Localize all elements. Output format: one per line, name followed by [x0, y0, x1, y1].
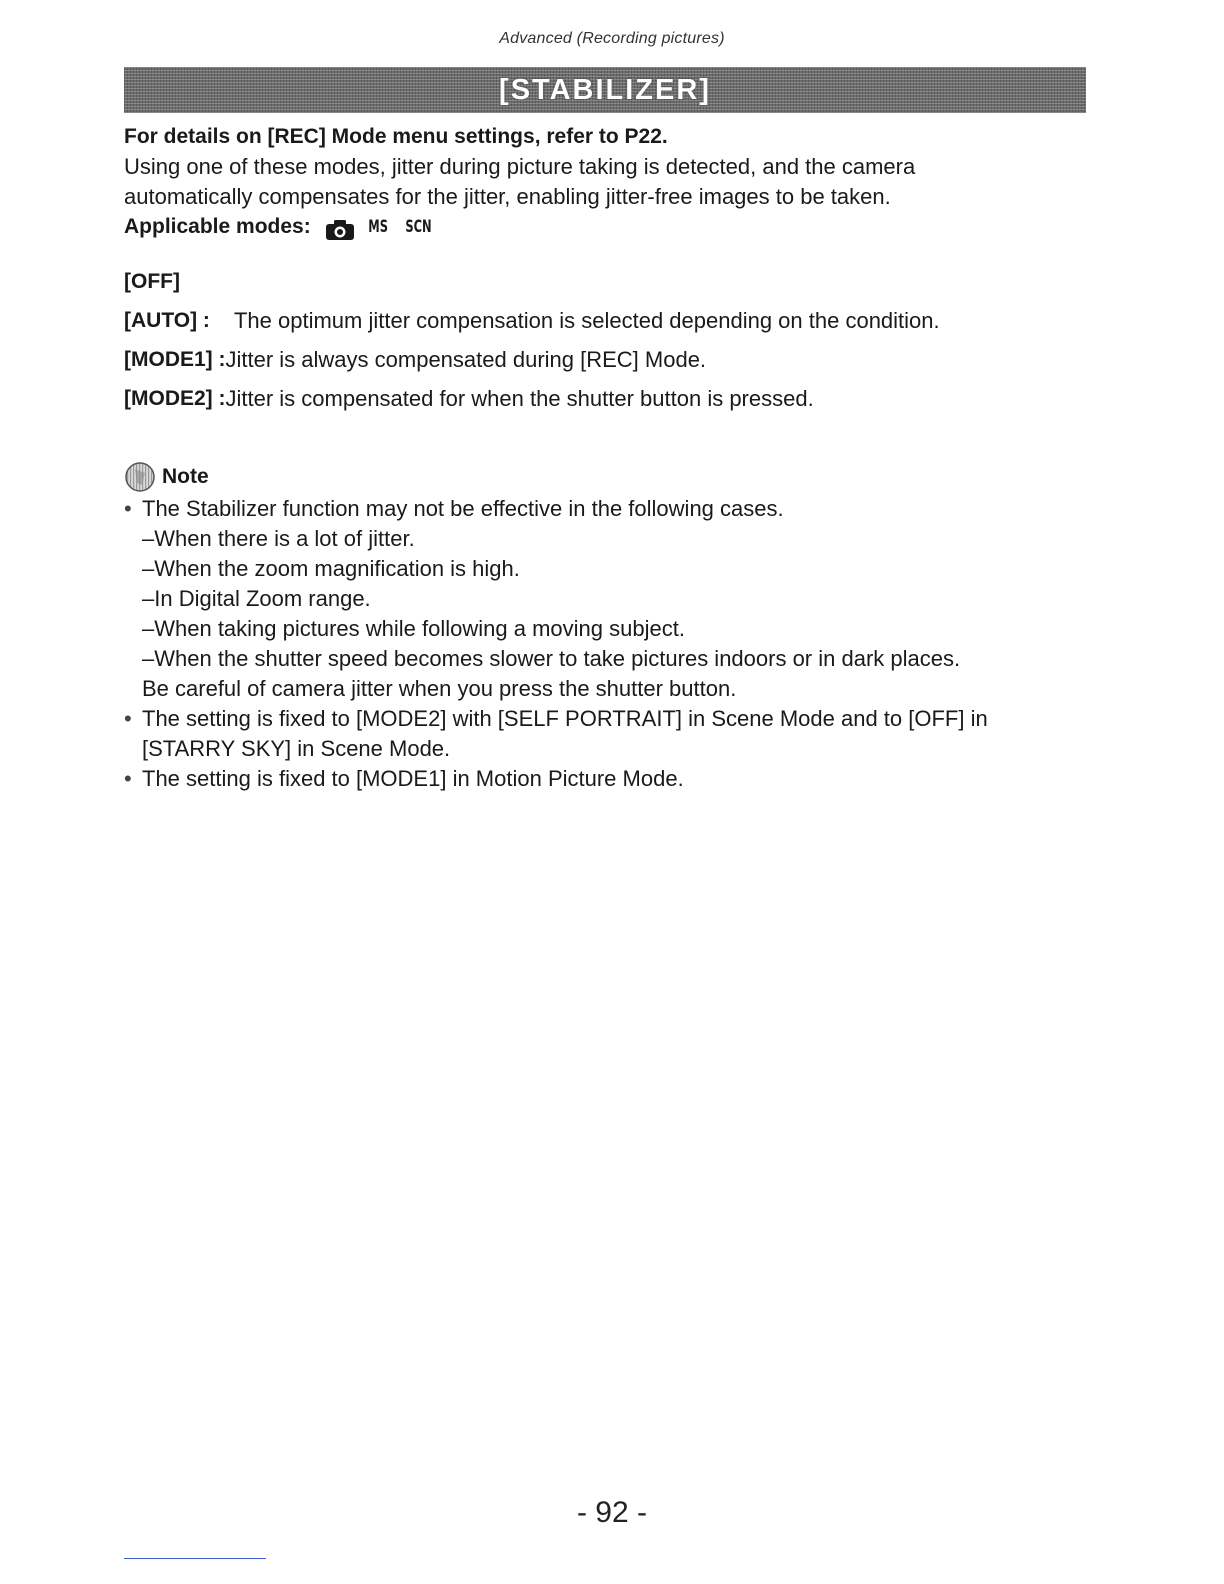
setting-auto [124, 301, 1084, 340]
note-icon [124, 461, 156, 493]
setting-key: [MODE1] : [124, 347, 226, 371]
note-subitem: –When taking pictures while following a moving subject. [142, 616, 685, 641]
note-text: [STARRY SKY] in Scene Mode. [142, 736, 451, 761]
setting-mode2 [124, 379, 1084, 418]
details-reference: For details on [REC] Mode menu settings, refer to P22. [124, 125, 668, 148]
description-line: automatically compensates for the jitter, enabling jitter-free images to be taken. [124, 184, 891, 209]
page-number: - 92 - [576, 1496, 648, 1529]
section-header: Advanced (Recording pictures) [499, 30, 725, 47]
setting-description: The optimum jitter compensation is selected depending on the condition. [209, 307, 940, 333]
setting-key: [AUTO] : [124, 308, 210, 332]
settings-list [124, 262, 1084, 418]
footer-rule [124, 1558, 266, 1559]
note-subitem: –When the shutter speed becomes slower to take pictures indoors or in dark places. [142, 646, 961, 671]
main-content [124, 122, 1084, 794]
note-bullet: • The Stabilizer function may not be effective in the following cases. [124, 494, 1084, 524]
note-title: Note [162, 465, 209, 488]
description-line: Using one of these modes, jitter during picture taking is detected, and the camera [124, 154, 916, 179]
title-banner [124, 67, 1086, 113]
scn-mode-icon: SCN [405, 217, 432, 237]
note-subitem: –When there is a lot of jitter. [142, 526, 415, 551]
applicable-modes [124, 212, 1084, 242]
ms-mode-icon: MS [367, 217, 388, 237]
note-text: Be careful of camera jitter when you press the shutter button. [142, 676, 737, 701]
note-bullet: • The setting is fixed to [MODE1] in Motion Picture Mode. [124, 764, 1084, 794]
page-title: [STABILIZER] [499, 73, 711, 106]
setting-description: Jitter is compensated for when the shutter button is pressed. [225, 385, 814, 411]
setting-key: [MODE2] : [124, 386, 226, 410]
camera-icon [325, 219, 355, 241]
note-bullet: • The setting is fixed to [MODE2] with [SELF PORTRAIT] in Scene Mode and to [OFF] in [124, 704, 1084, 734]
applicable-modes-label: Applicable modes: [124, 215, 311, 238]
setting-description: Jitter is always compensated during [REC] Mode. [225, 346, 707, 372]
setting-mode1 [124, 340, 1084, 379]
note-heading [124, 460, 1084, 494]
note-subitem: –When the zoom magnification is high. [142, 556, 520, 581]
note-section [124, 460, 1084, 794]
note-subitem: –In Digital Zoom range. [142, 586, 371, 611]
setting-key: [OFF] [124, 269, 180, 293]
setting-off [124, 262, 1084, 301]
